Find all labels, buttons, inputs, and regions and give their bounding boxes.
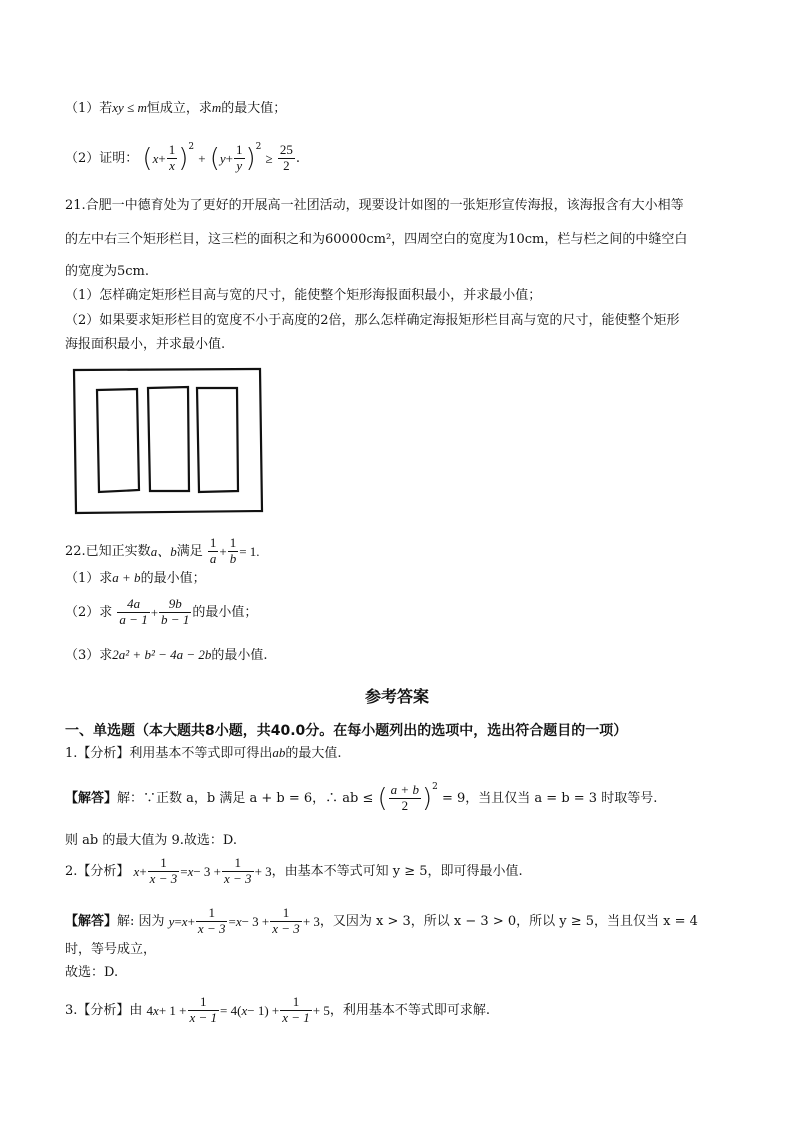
answer-2-solution-cont: 时，等号成立， — [65, 942, 157, 957]
problem-20-part-1: （1）若xy ≤ m恒成立，求m的最大值； — [65, 100, 287, 116]
answer-3-analysis: 3.【分析】由 4x+ 1 + $\frac{1}{x - 1}$ = 4(x− 1) + $\frac{1}{x - 1}$ + 5，利用基本不等式即可求解. — [65, 994, 491, 1025]
problem-22-part-2: （2）求 $\frac{4a}{a - 1}$ + $\frac{9b}{b - 1}$ 的最小值； — [65, 596, 258, 627]
answer-1-conclusion: 则 ab 的最大值为 9.故选：D. — [65, 833, 237, 848]
problem-21-question-2a: （2）如果要求矩形栏目的宽度不小于高度的2倍，那么怎样确定海报矩形栏目高与宽的尺寸，能使整个矩形 — [65, 313, 680, 328]
problem-21-line-1: 21.合肥一中德育处为了更好的开展高一社团活动，现要设计如图的一张矩形宣传海报，该海报含有大小相等 — [65, 198, 684, 213]
problem-21-line-2: 的左中右三个矩形栏目，这三栏的面积之和为60000cm²，四周空白的宽度为10cm，栏与栏之间的中缝空白 — [65, 232, 688, 247]
answer-2-conclusion: 故选：D. — [65, 965, 119, 980]
answer-2-solution: 【解答】解: 因为 y=x+ $\frac{1}{x - 3}$ =x− 3 + $\frac{1}{x - 3}$ + 3，又因为 x > 3，所以 x − 3 > 0，所以 y ≥ 5，当且仅当 x = 4 — [65, 905, 698, 936]
problem-22-part-3: （3）求2a² + b² − 4a − 2b的最小值. — [65, 647, 268, 663]
column-middle — [148, 387, 189, 491]
answers-title: 参考答案 — [364, 687, 429, 706]
problem-22-part-1: （1）求a + b的最小值； — [65, 570, 206, 586]
answers-section-heading: 一、单选题（本大题共8小题，共40.0分。在每小题列出的选项中，选出符合题目的一项） — [65, 723, 628, 739]
problem-21-question-1: （1）怎样确定矩形栏目高与宽的尺寸，能使整个矩形海报面积最小，并求最小值； — [65, 288, 542, 303]
column-left — [97, 389, 139, 492]
problem-21-question-2b: 海报面积最小，并求最小值. — [65, 337, 226, 352]
column-right — [197, 388, 238, 492]
answer-2-analysis: 2.【分析】 x+ $\frac{1}{x - 3}$ =x− 3 + $\frac{1}{x - 3}$ + 3，由基本不等式可知 y ≥ 5，即可得最小值. — [65, 855, 523, 886]
problem-21-line-3: 的宽度为5cm. — [65, 264, 150, 279]
problem-22-stem: 22.已知正实数a、b满足 $\frac{1}{a}$ + $\frac{1}{b}$ = 1. — [65, 535, 260, 566]
answer-1-solution: 【解答】解：∵正数 a，b 满足 a + b = 6，∴ ab ≤ ( $\frac{a + b}{2}$ )$^2$ = 9，当且仅当 a = b = 3 时取等号. — [65, 782, 658, 814]
poster-diagram — [70, 366, 270, 516]
problem-20-part-2: （2）证明： (x+ $\frac{1}{x}$ )$^2$ + (y+ $\frac{1}{y}$ )$^2$ ≥ $\frac{25}{2}$ . — [65, 142, 300, 174]
answer-1-analysis: 1.【分析】利用基本不等式即可得出ab的最大值. — [65, 745, 342, 761]
